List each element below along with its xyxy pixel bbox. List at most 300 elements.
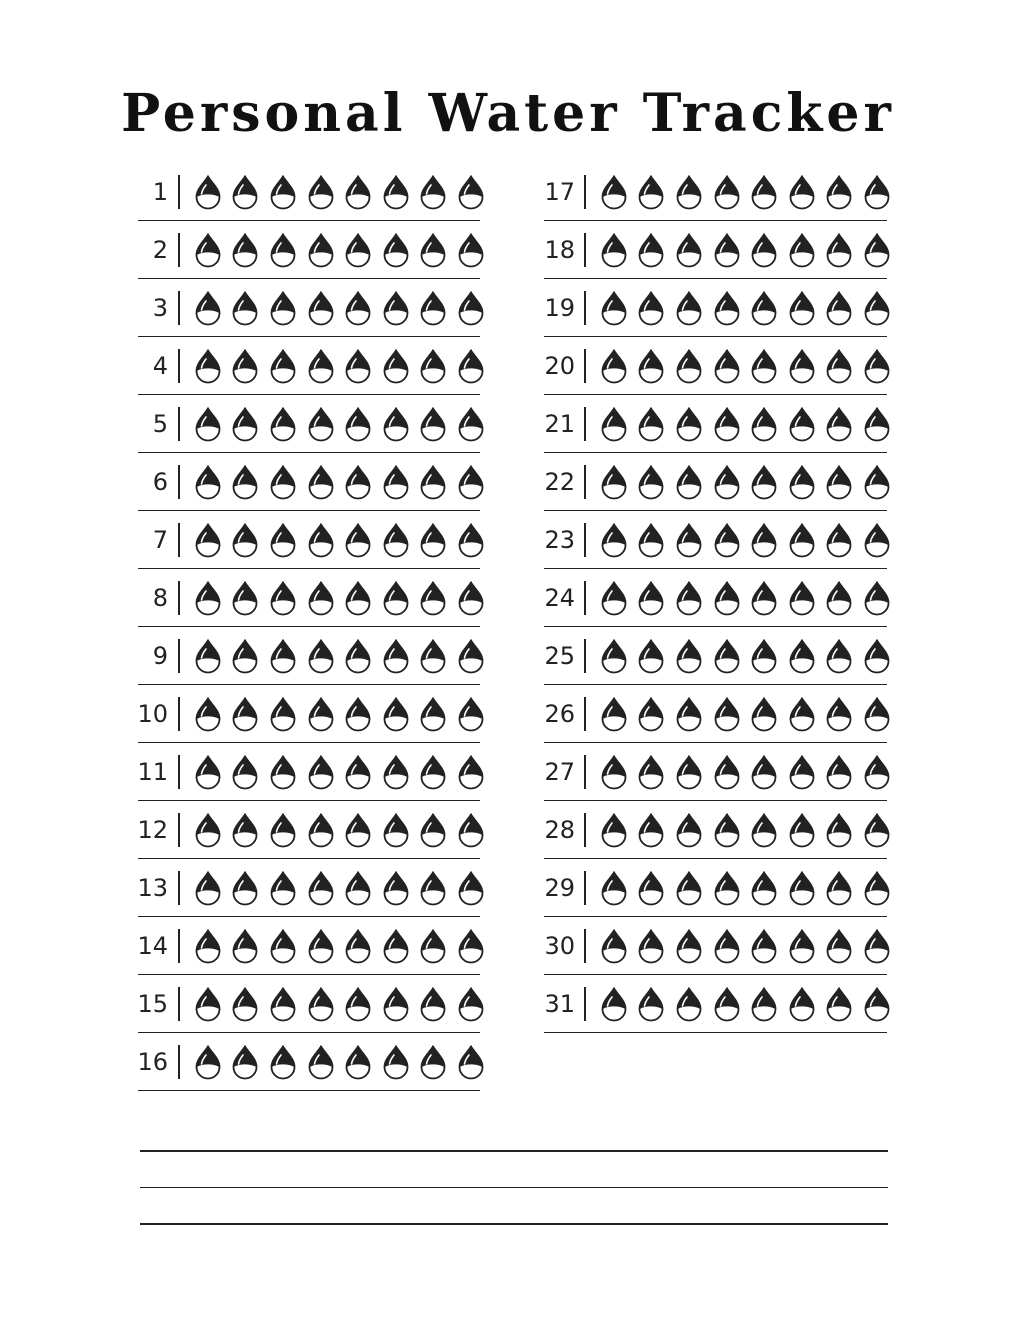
water-drop-icon[interactable] <box>745 464 783 500</box>
water-drop-icon[interactable] <box>339 696 377 732</box>
water-drop-icon[interactable] <box>377 638 415 674</box>
water-drop-icon[interactable] <box>189 638 227 674</box>
water-drop-icon[interactable] <box>264 232 302 268</box>
water-drop-icon[interactable] <box>264 928 302 964</box>
water-drop-icon[interactable] <box>377 696 415 732</box>
water-drop-icon[interactable] <box>302 870 340 906</box>
water-drop-icon[interactable] <box>227 812 265 848</box>
water-drop-icon[interactable] <box>377 522 415 558</box>
water-drop-icon[interactable] <box>227 290 265 326</box>
water-drop-icon[interactable] <box>670 348 708 384</box>
water-drop-icon[interactable] <box>415 348 453 384</box>
water-drop-icon[interactable] <box>821 754 859 790</box>
water-drop-icon[interactable] <box>595 232 633 268</box>
water-drop-icon[interactable] <box>339 638 377 674</box>
water-drop-icon[interactable] <box>821 232 859 268</box>
water-drop-icon[interactable] <box>858 174 896 210</box>
water-drop-icon[interactable] <box>264 406 302 442</box>
water-drop-icon[interactable] <box>339 928 377 964</box>
water-drop-icon[interactable] <box>264 1044 302 1080</box>
water-drop-icon[interactable] <box>452 986 490 1022</box>
water-drop-icon[interactable] <box>858 812 896 848</box>
water-drop-icon[interactable] <box>452 522 490 558</box>
water-drop-icon[interactable] <box>452 812 490 848</box>
water-drop-icon[interactable] <box>377 928 415 964</box>
water-drop-icon[interactable] <box>633 290 671 326</box>
water-drop-icon[interactable] <box>858 522 896 558</box>
water-drop-icon[interactable] <box>633 928 671 964</box>
water-drop-icon[interactable] <box>633 464 671 500</box>
water-drop-icon[interactable] <box>377 174 415 210</box>
water-drop-icon[interactable] <box>633 638 671 674</box>
water-drop-icon[interactable] <box>377 290 415 326</box>
day-row <box>544 511 887 569</box>
day-separator <box>178 465 180 499</box>
water-drop-icon[interactable] <box>595 696 633 732</box>
water-drop-icon[interactable] <box>452 232 490 268</box>
water-drop-icon[interactable] <box>633 696 671 732</box>
water-drop-icon[interactable] <box>783 986 821 1022</box>
water-drop-icon[interactable] <box>339 870 377 906</box>
day-separator <box>178 291 180 325</box>
water-drop-icon[interactable] <box>302 1044 340 1080</box>
water-drop-icon[interactable] <box>670 638 708 674</box>
water-drop-icon[interactable] <box>452 1044 490 1080</box>
water-drop-icon[interactable] <box>452 464 490 500</box>
day-separator <box>584 233 586 267</box>
day-number: 25 <box>544 642 575 670</box>
water-drop-icon[interactable] <box>377 812 415 848</box>
water-drop-icon[interactable] <box>670 696 708 732</box>
water-drop-icon[interactable] <box>821 928 859 964</box>
water-drop-icon[interactable] <box>708 754 746 790</box>
water-drop-icon[interactable] <box>821 812 859 848</box>
water-drop-icon[interactable] <box>452 174 490 210</box>
water-drop-icon[interactable] <box>633 754 671 790</box>
water-drops <box>189 174 490 210</box>
water-drop-icon[interactable] <box>377 870 415 906</box>
water-drop-icon[interactable] <box>339 406 377 442</box>
water-drop-icon[interactable] <box>858 870 896 906</box>
water-drop-icon[interactable] <box>415 232 453 268</box>
day-separator <box>178 581 180 615</box>
water-drop-icon[interactable] <box>708 580 746 616</box>
day-number: 10 <box>137 700 168 728</box>
water-drop-icon[interactable] <box>858 638 896 674</box>
water-drop-icon[interactable] <box>670 870 708 906</box>
water-drop-icon[interactable] <box>858 986 896 1022</box>
water-drop-icon[interactable] <box>415 696 453 732</box>
day-row <box>138 279 480 337</box>
water-drop-icon[interactable] <box>227 580 265 616</box>
day-row <box>544 801 887 859</box>
water-drop-icon[interactable] <box>595 406 633 442</box>
water-drop-icon[interactable] <box>821 174 859 210</box>
water-drop-icon[interactable] <box>415 638 453 674</box>
water-drop-icon[interactable] <box>339 812 377 848</box>
water-drop-icon[interactable] <box>858 348 896 384</box>
water-drop-icon[interactable] <box>264 696 302 732</box>
water-drop-icon[interactable] <box>670 754 708 790</box>
water-drop-icon[interactable] <box>377 754 415 790</box>
water-drop-icon[interactable] <box>415 928 453 964</box>
water-drop-icon[interactable] <box>339 754 377 790</box>
water-drops <box>189 232 490 268</box>
water-drop-icon[interactable] <box>377 348 415 384</box>
day-separator <box>584 407 586 441</box>
water-drop-icon[interactable] <box>821 638 859 674</box>
water-drop-icon[interactable] <box>377 464 415 500</box>
water-drop-icon[interactable] <box>821 580 859 616</box>
water-drop-icon[interactable] <box>633 232 671 268</box>
water-drop-icon[interactable] <box>633 986 671 1022</box>
water-drop-icon[interactable] <box>745 928 783 964</box>
water-drop-icon[interactable] <box>264 812 302 848</box>
water-drop-icon[interactable] <box>858 232 896 268</box>
water-drop-icon[interactable] <box>302 406 340 442</box>
water-drop-icon[interactable] <box>227 348 265 384</box>
day-separator <box>584 349 586 383</box>
water-drop-icon[interactable] <box>189 1044 227 1080</box>
day-row <box>544 917 887 975</box>
water-drop-icon[interactable] <box>821 522 859 558</box>
water-drop-icon[interactable] <box>708 696 746 732</box>
water-drop-icon[interactable] <box>452 696 490 732</box>
water-drop-icon[interactable] <box>595 290 633 326</box>
day-number: 2 <box>152 236 168 264</box>
water-drop-icon[interactable] <box>189 580 227 616</box>
water-drop-icon[interactable] <box>415 812 453 848</box>
water-drop-icon[interactable] <box>783 638 821 674</box>
water-drop-icon[interactable] <box>339 1044 377 1080</box>
water-drop-icon[interactable] <box>377 232 415 268</box>
water-drop-icon[interactable] <box>821 406 859 442</box>
water-drop-icon[interactable] <box>339 290 377 326</box>
water-drops <box>595 174 896 210</box>
water-drop-icon[interactable] <box>783 580 821 616</box>
water-drop-icon[interactable] <box>189 348 227 384</box>
day-separator <box>584 581 586 615</box>
day-separator <box>584 465 586 499</box>
day-separator <box>178 987 180 1021</box>
water-drop-icon[interactable] <box>821 986 859 1022</box>
water-drop-icon[interactable] <box>189 870 227 906</box>
water-drop-icon[interactable] <box>339 348 377 384</box>
note-line <box>140 1187 888 1189</box>
water-drop-icon[interactable] <box>670 406 708 442</box>
water-drop-icon[interactable] <box>452 638 490 674</box>
water-drop-icon[interactable] <box>377 986 415 1022</box>
water-drop-icon[interactable] <box>595 870 633 906</box>
water-drop-icon[interactable] <box>302 928 340 964</box>
water-drop-icon[interactable] <box>745 522 783 558</box>
water-drop-icon[interactable] <box>783 870 821 906</box>
water-drop-icon[interactable] <box>302 348 340 384</box>
water-drop-icon[interactable] <box>783 174 821 210</box>
water-drop-icon[interactable] <box>670 464 708 500</box>
water-drop-icon[interactable] <box>745 232 783 268</box>
tracker-column-right <box>544 163 887 1033</box>
day-row <box>544 221 887 279</box>
water-drop-icon[interactable] <box>227 986 265 1022</box>
water-drop-icon[interactable] <box>595 522 633 558</box>
water-drop-icon[interactable] <box>339 464 377 500</box>
water-drop-icon[interactable] <box>670 290 708 326</box>
water-drop-icon[interactable] <box>745 174 783 210</box>
water-drop-icon[interactable] <box>189 174 227 210</box>
water-drop-icon[interactable] <box>264 464 302 500</box>
water-drop-icon[interactable] <box>708 406 746 442</box>
water-drop-icon[interactable] <box>745 870 783 906</box>
water-drop-icon[interactable] <box>670 232 708 268</box>
water-drop-icon[interactable] <box>783 696 821 732</box>
water-drop-icon[interactable] <box>302 812 340 848</box>
water-drop-icon[interactable] <box>783 464 821 500</box>
water-drops <box>595 464 896 500</box>
water-drop-icon[interactable] <box>670 174 708 210</box>
water-drop-icon[interactable] <box>377 580 415 616</box>
water-drop-icon[interactable] <box>745 812 783 848</box>
water-drop-icon[interactable] <box>708 174 746 210</box>
water-drop-icon[interactable] <box>189 986 227 1022</box>
water-drop-icon[interactable] <box>302 232 340 268</box>
day-separator <box>584 523 586 557</box>
water-drop-icon[interactable] <box>858 406 896 442</box>
water-drop-icon[interactable] <box>670 986 708 1022</box>
water-drop-icon[interactable] <box>708 290 746 326</box>
water-drop-icon[interactable] <box>227 754 265 790</box>
day-number: 29 <box>544 874 575 902</box>
water-drop-icon[interactable] <box>189 696 227 732</box>
water-drop-icon[interactable] <box>339 580 377 616</box>
water-drops <box>595 232 896 268</box>
day-number: 22 <box>544 468 575 496</box>
water-drop-icon[interactable] <box>227 406 265 442</box>
day-number: 13 <box>137 874 168 902</box>
water-drop-icon[interactable] <box>264 174 302 210</box>
water-drop-icon[interactable] <box>595 928 633 964</box>
water-drop-icon[interactable] <box>745 638 783 674</box>
water-drops <box>595 638 896 674</box>
water-drop-icon[interactable] <box>708 928 746 964</box>
day-row <box>544 279 887 337</box>
water-drop-icon[interactable] <box>227 464 265 500</box>
water-drop-icon[interactable] <box>189 754 227 790</box>
water-drop-icon[interactable] <box>415 870 453 906</box>
water-drop-icon[interactable] <box>415 580 453 616</box>
water-drop-icon[interactable] <box>821 696 859 732</box>
water-drop-icon[interactable] <box>858 580 896 616</box>
water-drop-icon[interactable] <box>452 290 490 326</box>
water-drop-icon[interactable] <box>858 754 896 790</box>
water-drop-icon[interactable] <box>708 232 746 268</box>
water-drop-icon[interactable] <box>633 406 671 442</box>
water-drop-icon[interactable] <box>745 754 783 790</box>
water-drop-icon[interactable] <box>189 290 227 326</box>
water-drop-icon[interactable] <box>415 406 453 442</box>
water-drop-icon[interactable] <box>415 1044 453 1080</box>
water-drop-icon[interactable] <box>633 522 671 558</box>
water-drop-icon[interactable] <box>633 812 671 848</box>
water-drops <box>189 754 490 790</box>
day-row <box>544 627 887 685</box>
day-row <box>544 395 887 453</box>
water-drop-icon[interactable] <box>227 928 265 964</box>
water-drop-icon[interactable] <box>302 522 340 558</box>
water-drop-icon[interactable] <box>858 696 896 732</box>
water-drop-icon[interactable] <box>415 290 453 326</box>
water-drop-icon[interactable] <box>452 580 490 616</box>
water-drop-icon[interactable] <box>452 406 490 442</box>
water-drops <box>189 406 490 442</box>
water-drop-icon[interactable] <box>633 174 671 210</box>
water-drop-icon[interactable] <box>377 406 415 442</box>
water-drop-icon[interactable] <box>452 348 490 384</box>
water-drop-icon[interactable] <box>189 232 227 268</box>
water-drop-icon[interactable] <box>339 986 377 1022</box>
water-drop-icon[interactable] <box>415 986 453 1022</box>
water-drop-icon[interactable] <box>708 522 746 558</box>
water-drop-icon[interactable] <box>227 174 265 210</box>
water-drop-icon[interactable] <box>783 406 821 442</box>
water-drop-icon[interactable] <box>670 928 708 964</box>
water-drop-icon[interactable] <box>452 870 490 906</box>
water-drop-icon[interactable] <box>227 638 265 674</box>
water-drop-icon[interactable] <box>302 174 340 210</box>
water-drop-icon[interactable] <box>708 464 746 500</box>
water-drop-icon[interactable] <box>708 638 746 674</box>
water-drop-icon[interactable] <box>227 870 265 906</box>
water-drop-icon[interactable] <box>595 580 633 616</box>
water-drop-icon[interactable] <box>595 348 633 384</box>
water-drop-icon[interactable] <box>783 522 821 558</box>
water-drops <box>595 754 896 790</box>
water-drop-icon[interactable] <box>302 290 340 326</box>
water-drop-icon[interactable] <box>227 232 265 268</box>
day-separator <box>178 639 180 673</box>
water-drop-icon[interactable] <box>858 464 896 500</box>
water-drop-icon[interactable] <box>783 290 821 326</box>
water-drop-icon[interactable] <box>821 870 859 906</box>
water-drops <box>189 1044 490 1080</box>
water-drop-icon[interactable] <box>415 174 453 210</box>
day-number: 12 <box>137 816 168 844</box>
water-drop-icon[interactable] <box>633 348 671 384</box>
day-separator <box>584 697 586 731</box>
water-drop-icon[interactable] <box>595 986 633 1022</box>
water-drop-icon[interactable] <box>452 754 490 790</box>
water-drop-icon[interactable] <box>821 348 859 384</box>
water-drop-icon[interactable] <box>633 870 671 906</box>
water-drop-icon[interactable] <box>189 928 227 964</box>
water-drop-icon[interactable] <box>264 638 302 674</box>
water-drop-icon[interactable] <box>783 812 821 848</box>
water-drop-icon[interactable] <box>595 464 633 500</box>
water-drop-icon[interactable] <box>339 232 377 268</box>
water-drop-icon[interactable] <box>745 348 783 384</box>
water-drop-icon[interactable] <box>339 174 377 210</box>
water-drop-icon[interactable] <box>821 464 859 500</box>
water-drop-icon[interactable] <box>708 986 746 1022</box>
water-drop-icon[interactable] <box>339 522 377 558</box>
day-row <box>544 685 887 743</box>
water-drop-icon[interactable] <box>227 1044 265 1080</box>
water-drop-icon[interactable] <box>858 928 896 964</box>
water-drop-icon[interactable] <box>670 580 708 616</box>
day-number: 17 <box>544 178 575 206</box>
water-drop-icon[interactable] <box>415 522 453 558</box>
water-drop-icon[interactable] <box>302 638 340 674</box>
water-drop-icon[interactable] <box>302 754 340 790</box>
water-drop-icon[interactable] <box>302 464 340 500</box>
water-drop-icon[interactable] <box>264 522 302 558</box>
water-drop-icon[interactable] <box>302 580 340 616</box>
water-drop-icon[interactable] <box>452 928 490 964</box>
water-drop-icon[interactable] <box>264 580 302 616</box>
water-drop-icon[interactable] <box>264 348 302 384</box>
water-drop-icon[interactable] <box>783 348 821 384</box>
water-drop-icon[interactable] <box>821 290 859 326</box>
day-row <box>138 163 480 221</box>
water-drop-icon[interactable] <box>708 870 746 906</box>
water-drop-icon[interactable] <box>227 522 265 558</box>
day-row <box>138 975 480 1033</box>
water-drop-icon[interactable] <box>670 522 708 558</box>
water-drop-icon[interactable] <box>858 290 896 326</box>
water-drop-icon[interactable] <box>783 928 821 964</box>
water-drop-icon[interactable] <box>745 986 783 1022</box>
water-drop-icon[interactable] <box>745 696 783 732</box>
water-drop-icon[interactable] <box>670 812 708 848</box>
water-drop-icon[interactable] <box>264 754 302 790</box>
water-drop-icon[interactable] <box>708 812 746 848</box>
water-drops <box>595 928 896 964</box>
day-number: 27 <box>544 758 575 786</box>
water-drop-icon[interactable] <box>595 812 633 848</box>
water-drop-icon[interactable] <box>633 580 671 616</box>
water-drop-icon[interactable] <box>415 464 453 500</box>
water-drop-icon[interactable] <box>745 580 783 616</box>
day-separator <box>178 929 180 963</box>
water-drop-icon[interactable] <box>302 986 340 1022</box>
water-drop-icon[interactable] <box>745 406 783 442</box>
water-drop-icon[interactable] <box>189 812 227 848</box>
water-drop-icon[interactable] <box>783 754 821 790</box>
water-drop-icon[interactable] <box>783 232 821 268</box>
water-drop-icon[interactable] <box>189 522 227 558</box>
water-drop-icon[interactable] <box>745 290 783 326</box>
day-separator <box>584 755 586 789</box>
water-drop-icon[interactable] <box>595 638 633 674</box>
water-drop-icon[interactable] <box>189 464 227 500</box>
water-drop-icon[interactable] <box>264 986 302 1022</box>
day-number: 24 <box>544 584 575 612</box>
day-separator <box>178 523 180 557</box>
water-drop-icon[interactable] <box>595 174 633 210</box>
water-drop-icon[interactable] <box>708 348 746 384</box>
water-drop-icon[interactable] <box>227 696 265 732</box>
water-drop-icon[interactable] <box>377 1044 415 1080</box>
water-drop-icon[interactable] <box>264 870 302 906</box>
water-drop-icon[interactable] <box>302 696 340 732</box>
water-drop-icon[interactable] <box>415 754 453 790</box>
water-drop-icon[interactable] <box>264 290 302 326</box>
day-number: 20 <box>544 352 575 380</box>
note-line <box>140 1223 888 1225</box>
water-drop-icon[interactable] <box>595 754 633 790</box>
water-drop-icon[interactable] <box>189 406 227 442</box>
day-row <box>138 453 480 511</box>
